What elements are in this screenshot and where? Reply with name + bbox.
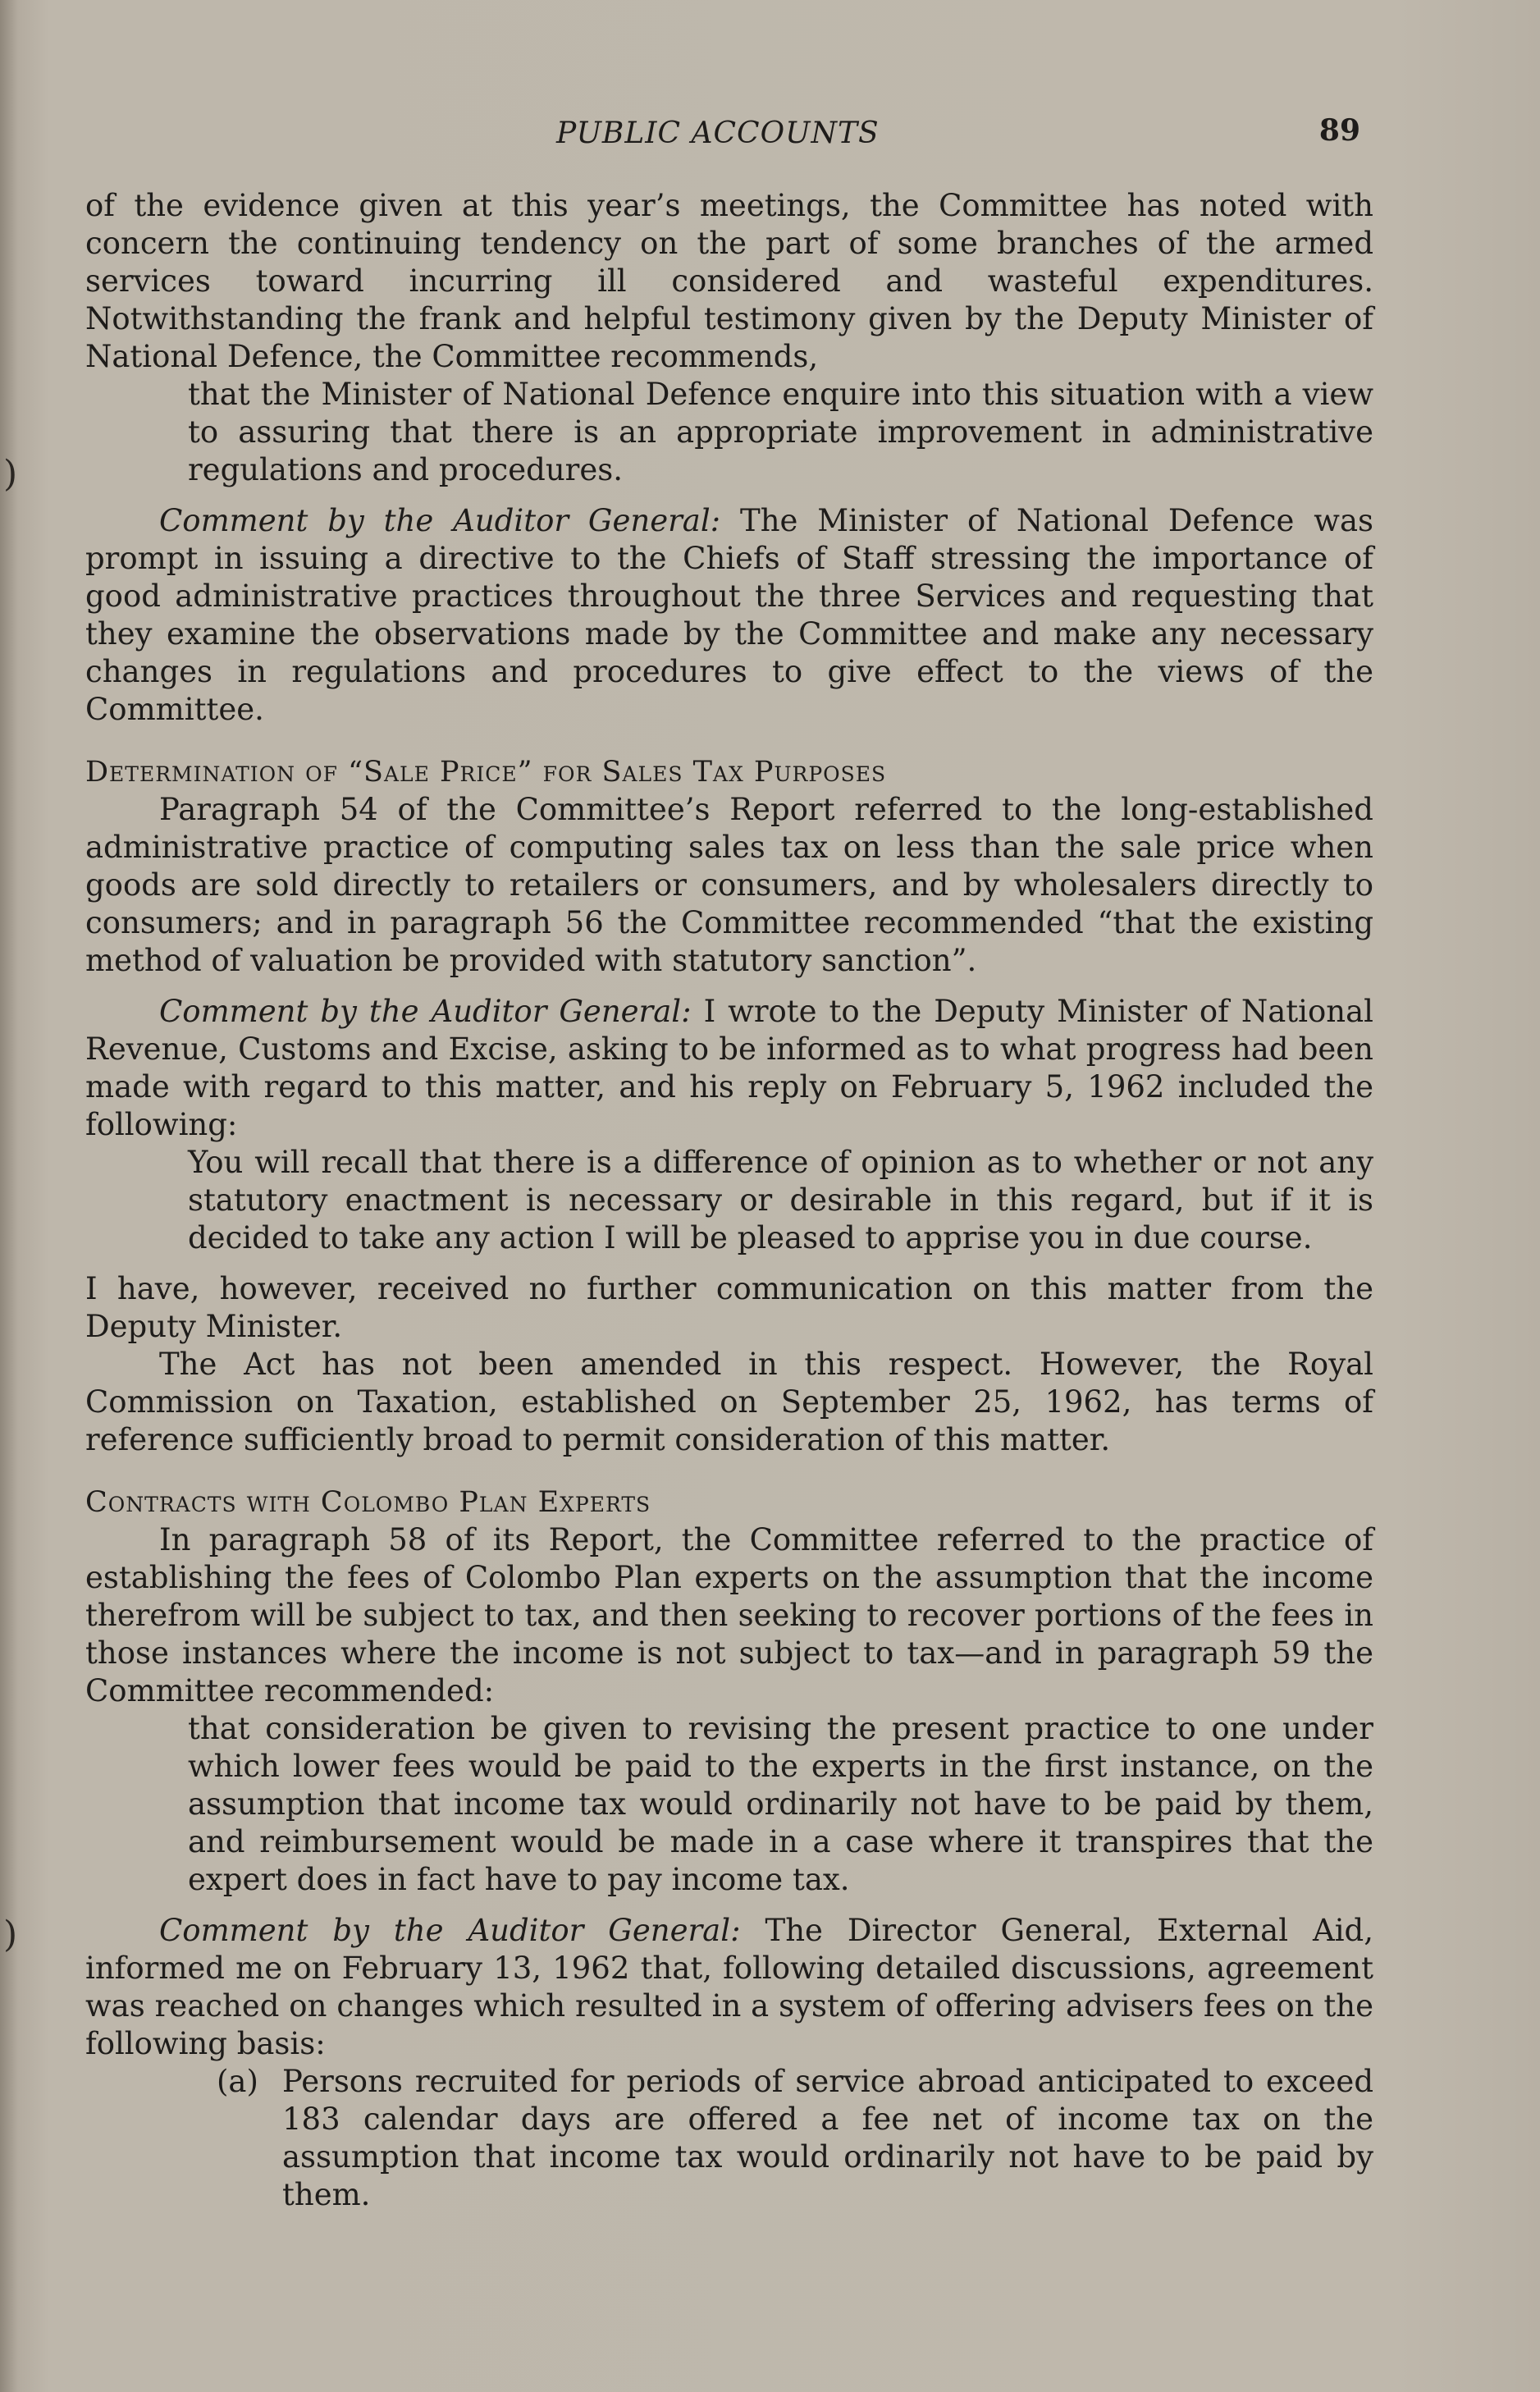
quoted-letter: You will recall that there is a difference of opinion as to whether or not any statutory enactment is necessary or desirable in this regard, but if it is decided to take any action I will be pleased to apprise you in due course. bbox=[188, 1145, 1373, 1255]
comment-text: I wrote to the Deputy Minister of National Revenue, Customs and Excise, asking to be informed as to what progress had been made with regard to this matter, and his reply on February 5, 1962 included the following: bbox=[85, 994, 1373, 1142]
page-header bbox=[89, 113, 1360, 156]
binding-mark: ) bbox=[3, 453, 18, 495]
auditor-comment bbox=[85, 1912, 1373, 2063]
comment-label: Comment by the Auditor General: bbox=[159, 503, 721, 538]
page-body bbox=[85, 187, 1373, 2214]
binding-mark: ) bbox=[3, 1914, 18, 1955]
page-number: 89 bbox=[1318, 113, 1360, 148]
section-heading: Determination of “Sale Price” for Sales Tax Purposes bbox=[85, 756, 887, 789]
running-head: PUBLIC ACCOUNTS bbox=[556, 117, 880, 150]
quoted-recommendation: that the Minister of National Defence enquire into this situation with a view to assuring that there is an appropriate improvement in administrative regulations and procedures. bbox=[188, 377, 1373, 487]
paragraph: In paragraph 58 of its Report, the Committee referred to the practice of establishing the fees of Colombo Plan experts on the assumption that the income therefrom will be subject to tax, and then seeking to recover portions of the fees in those instances where the income is not subject to tax—and in paragraph 59 the Committee recommended: bbox=[85, 1522, 1373, 1708]
list-item bbox=[217, 2063, 1373, 2214]
comment-text: The Minister of National Defence was prompt in issuing a directive to the Chiefs of Staff stressing the importance of good administrative practices throughout the three Services and requesting that they examine the observations made by the Committee and make any necessary changes in regulations and procedures to give effect to the views of the Committee. bbox=[85, 503, 1374, 727]
paragraph: The Act has not been amended in this respect. However, the Royal Commission on Taxation, established on September 25, 1962, has terms of reference sufficiently broad to permit consideration of this matter. bbox=[85, 1347, 1373, 1457]
auditor-comment bbox=[85, 502, 1373, 729]
paragraph: I have, however, received no further communication on this matter from the Deputy Minister. bbox=[85, 1271, 1373, 1344]
paragraph: of the evidence given at this year’s meetings, the Committee has noted with concern the continuing tendency on the part of some branches of the armed services toward incurring ill considered and wasteful expenditures. Notwithstanding the frank and helpful testimony given by the Deputy Minister of National Defence, the Committee recommends, bbox=[85, 188, 1373, 374]
comment-label: Comment by the Auditor General: bbox=[159, 1913, 741, 1948]
section-heading: Contracts with Colombo Plan Experts bbox=[85, 1486, 651, 1519]
comment-label: Comment by the Auditor General: bbox=[159, 994, 692, 1029]
comment-text: The Director General, External Aid, informed me on February 13, 1962 that, following detailed discussions, agreement was reached on changes which resulted in a system of offering advisers fees on the following basis: bbox=[85, 1913, 1374, 2061]
list-item-text: Persons recruited for periods of service abroad anticipated to exceed 183 calendar days are offered a fee net of income tax on the assumption that income tax would ordinarily not have to be paid by them. bbox=[282, 2064, 1373, 2212]
paragraph: Paragraph 54 of the Committee’s Report referred to the long-established administrative practice of computing sales tax on less than the sale price when goods are sold directly to retailers or consumers, and by wholesalers directly to consumers; and in paragraph 56 the Committee recommended “that the existing method of valuation be provided with statutory sanction”. bbox=[85, 792, 1373, 978]
auditor-comment bbox=[85, 993, 1373, 1144]
list-item-label: (a) bbox=[217, 2064, 258, 2099]
quoted-recommendation: that consideration be given to revising the present practice to one under which lower fees would be paid to the experts in the first instance, on the assumption that income tax would ordinarily not have to be paid by them, and reimbursement would be made in a case where it transpires that the expert does in fact have to pay income tax. bbox=[188, 1711, 1373, 1897]
